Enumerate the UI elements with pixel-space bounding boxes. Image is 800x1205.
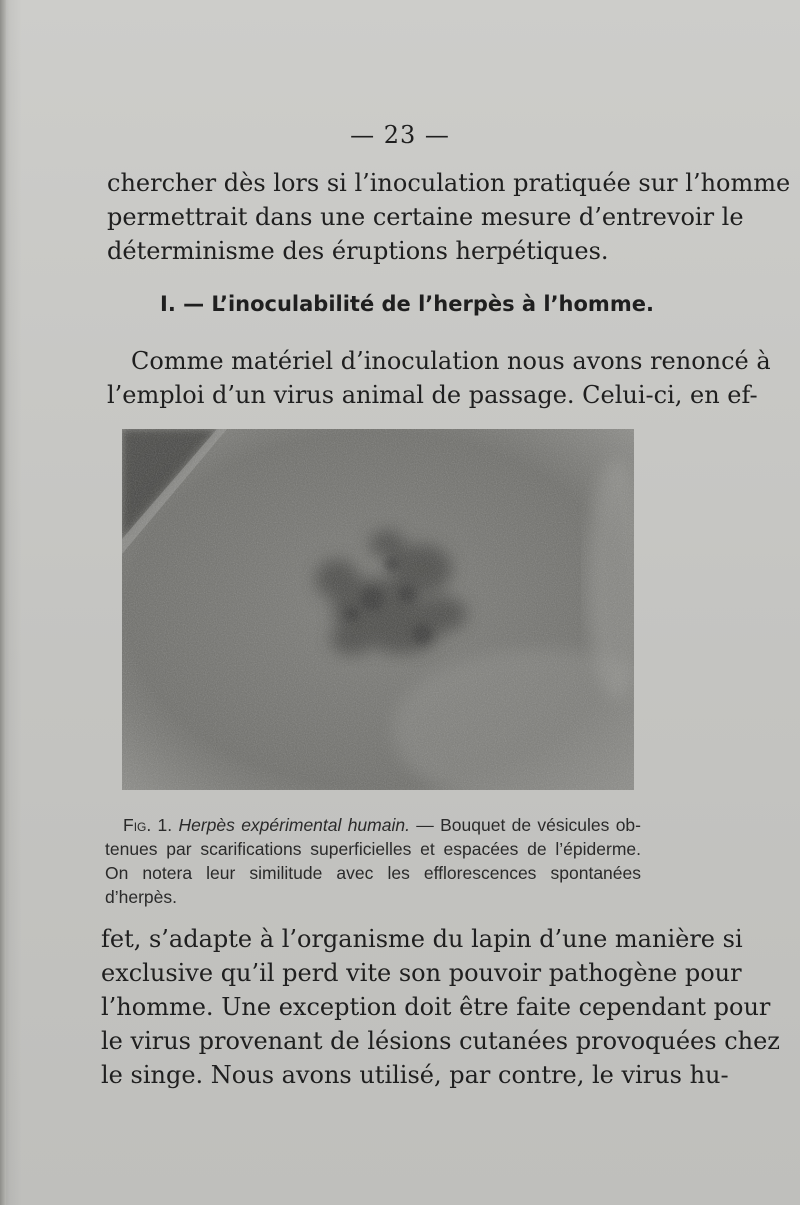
caption-line: d’herpès. [105, 887, 177, 907]
book-spine-shadow [0, 0, 6, 1205]
paragraph-3-line: l’homme. Une exception doit être faite cependant pour [101, 993, 771, 1021]
figure-title: Herpès expérimental humain. [178, 815, 410, 835]
paragraph-3-line: fet, s’adapte à l’organisme du lapin d’une manière si [101, 925, 743, 953]
paragraph-1-line: déterminisme des éruptions herpétiques. [107, 237, 609, 265]
figure-photograph [122, 429, 634, 790]
paragraph-1-line: permettrait dans une certaine mesure d’entrevoir le [107, 203, 744, 231]
caption-line: — Bouquet de vésicules ob- [416, 815, 641, 835]
paragraph-3-line: le virus provenant de lésions cutanées provoquées chez [101, 1027, 780, 1055]
paragraph-2-line: l’emploi d’un virus animal de passage. Celui-ci, en ef- [107, 381, 758, 409]
paragraph-3-line: exclusive qu’il perd vite son pouvoir pathogène pour [101, 959, 742, 987]
paragraph-2-line: Comme matériel d’inoculation nous avons renoncé à [131, 347, 771, 375]
caption-line: On notera leur similitude avec les efflorescences spontanées [105, 863, 641, 883]
paragraph-2 [107, 344, 771, 412]
paragraph-3 [101, 922, 780, 1092]
page-number: — 23 — [350, 121, 450, 149]
paragraph-1 [107, 166, 791, 268]
section-heading: I. — L’inoculabilité de l’herpès à l’homme. [160, 292, 654, 316]
paragraph-3-line: le singe. Nous avons utilisé, par contre, le virus hu- [101, 1061, 729, 1089]
herpes-photograph-image [122, 429, 634, 790]
paragraph-1-line: chercher dès lors si l’inoculation pratiquée sur l’homme [107, 169, 791, 197]
figure-caption [105, 813, 641, 909]
figure-label: Fig. 1. [123, 815, 173, 835]
caption-line: tenues par scarifications superficielles et espacées de l’épiderme. [105, 839, 641, 859]
